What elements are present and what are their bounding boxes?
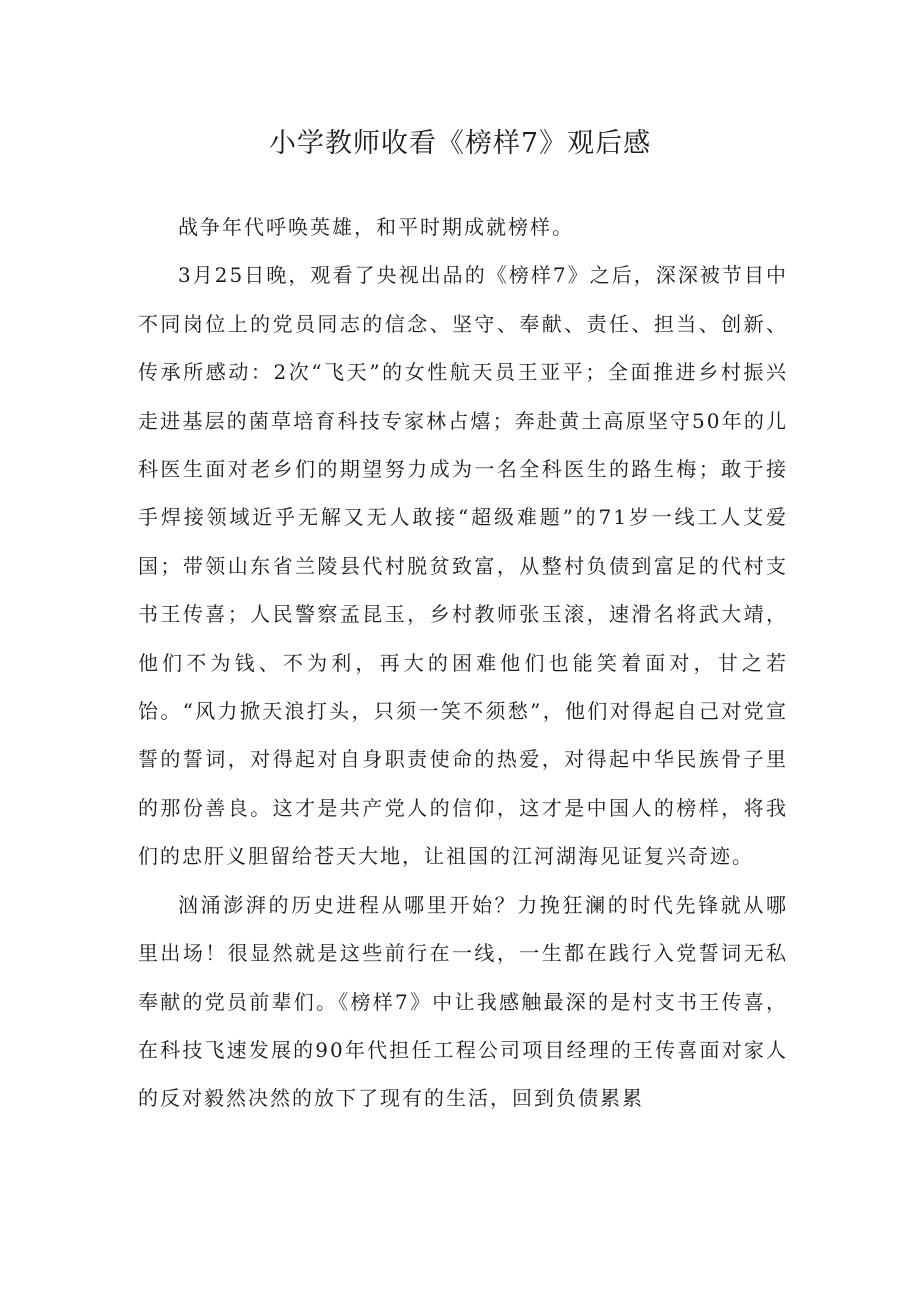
paragraph-1: 战争年代呼唤英雄，和平时期成就榜样。 xyxy=(178,215,574,239)
document-title: 小学教师收看《榜样7》观后感 xyxy=(268,128,652,159)
document-body xyxy=(138,203,788,1123)
paragraph-2: 3月25日晚，观看了央视出品的《榜样7》之后，深深被节目中不同岗位上的党员同志的信念、坚守、奉献、责任、担当、创新、传承所感动：2次“飞天”的女性航天员王亚平；全面推进乡村振兴走进基层的菌草培育科技专家林占熺；奔赴黄土高原坚守50年的儿科医生面对老乡们的期望努力成为一名全科医生的路生梅；敢于接手焊接领域近乎无解又无人敢接“超级难题”的71岁一线工人艾爱国；带领山东省兰陵县代村脱贫致富，从整村负债到富足的代村支书王传喜；人民警察孟昆玉，乡村教师张玉滚，速滑名将武大靖，他们不为钱、不为利，再大的困难他们也能笑着面对，甘之若饴。“风力掀天浪打头，只须一笑不须愁”，他们对得起自己对党宣誓的誓词，对得起对自身职责使命的热爱，对得起中华民族骨子里的那份善良。这才是共产党人的信仰，这才是中国人的榜样，将我们的忠肝义胆留给苍天大地，让祖国的江河湖海见证复兴奇迹。 xyxy=(138,263,788,869)
paragraph-3: 汹涌澎湃的历史进程从哪里开始？力挽狂澜的时代先锋就从哪里出场！很显然就是这些前行在一线，一生都在践行入党誓词无私奉献的党员前辈们。《榜样7》中让我感触最深的是村支书王传喜，在科技飞速发展的90年代担任工程公司项目经理的王传喜面对家人的反对毅然决然的放下了现有的生活，回到负债累累 xyxy=(138,892,788,1111)
